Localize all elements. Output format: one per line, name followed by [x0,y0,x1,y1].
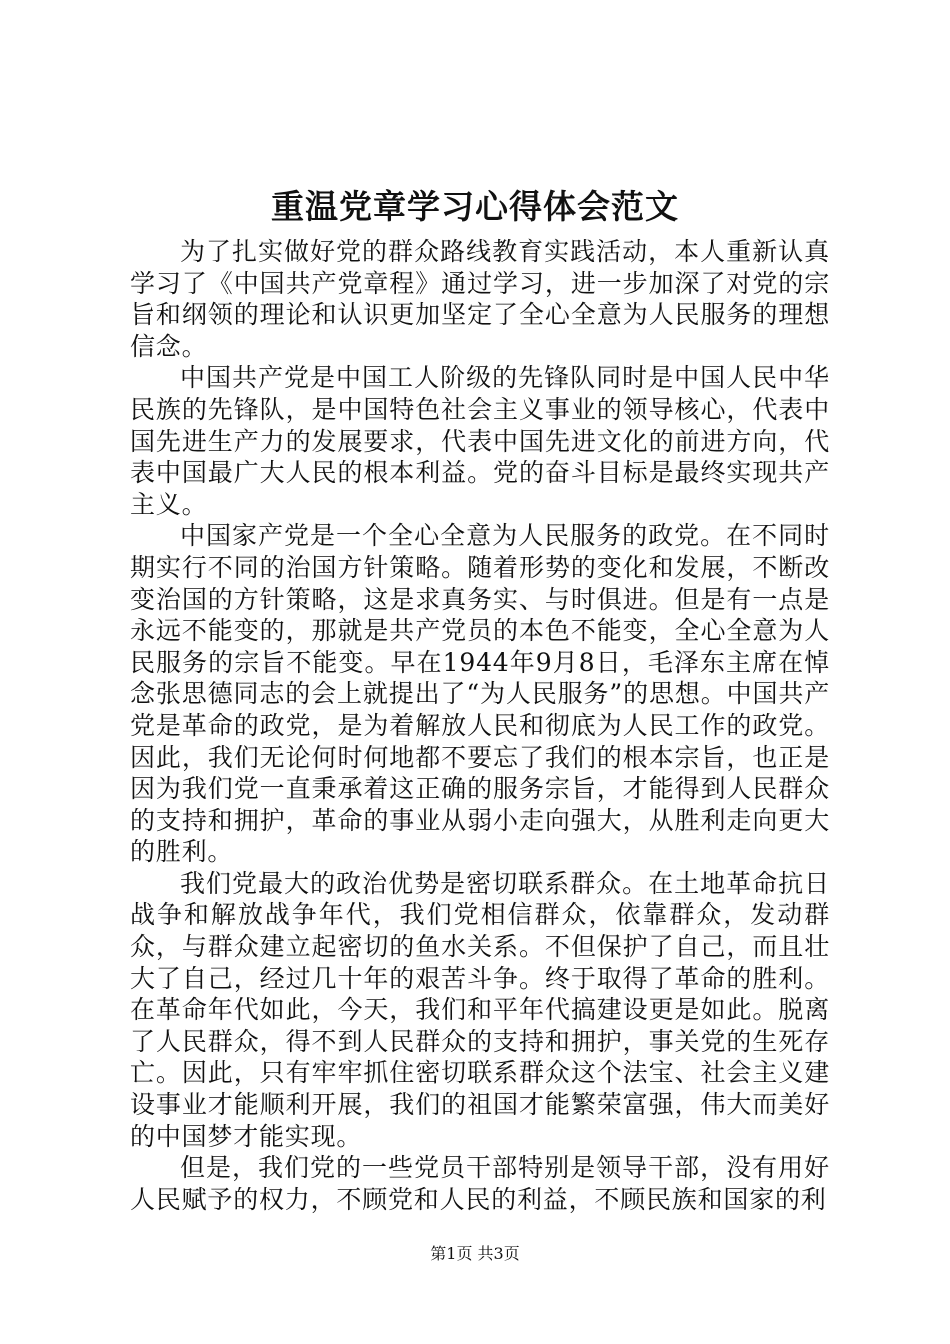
paragraph-3: 中国家产党是一个全心全意为人民服务的政党。在不同时期实行不同的治国方针策略。随着形势的变化和发展，不断改变治国的方针策略，这是求真务实、与时俱进。但是有一点是永远不能变的，那就是共产党员的本色不能变，全心全意为人民服务的宗旨不能变。早在1944年9月8日，毛泽东主席在悼念张思德同志的会上就提出了“为人民服务”的思想。中国共产党是革命的政党，是为着解放人民和彻底为人民工作的政党。因此，我们无论何时何地都不要忘了我们的根本宗旨，也正是因为我们党一直秉承着这正确的服务宗旨，才能得到人民群众的支持和拥护，革命的事业从弱小走向强大，从胜利走向更大的胜利。 [130,521,830,867]
paragraph-4: 我们党最大的政治优势是密切联系群众。在土地革命抗日战争和解放战争年代，我们党相信群众，依靠群众，发动群众，与群众建立起密切的鱼水关系。不但保护了自己，而且壮大了自己，经过几十年的艰苦斗争。终于取得了革命的胜利。在革命年代如此，今天，我们和平年代搞建设更是如此。脱离了人民群众，得不到人民群众的支持和拥护，事关党的生死存亡。因此，只有牢牢抓住密切联系群众这个法宝、社会主义建设事业才能顺利开展，我们的祖国才能繁荣富强，伟大而美好的中国梦才能实现。 [130,868,830,1151]
paragraph-1: 为了扎实做好党的群众路线教育实践活动，本人重新认真学习了《中国共产党章程》通过学习，进一步加深了对党的宗旨和纲领的理论和认识更加坚定了全心全意为人民服务的理想信念。 [130,237,830,361]
paragraph-5: 但是，我们党的一些党员干部特别是领导干部，没有用好人民赋予的权力，不顾党和人民的利益，不顾民族和国家的利 [130,1153,830,1214]
document-body [130,236,830,1215]
paragraph-2: 中国共产党是中国工人阶级的先锋队同时是中国人民中华民族的先锋队，是中国特色社会主义事业的领导核心，代表中国先进生产力的发展要求，代表中国先进文化的前进方向，代表中国最广大人民的根本利益。党的奋斗目标是最终实现共产主义。 [130,363,830,519]
page-footer: 第1页 共3页 [430,1244,520,1263]
document-title: 重温党章学习心得体会范文 [271,187,679,226]
